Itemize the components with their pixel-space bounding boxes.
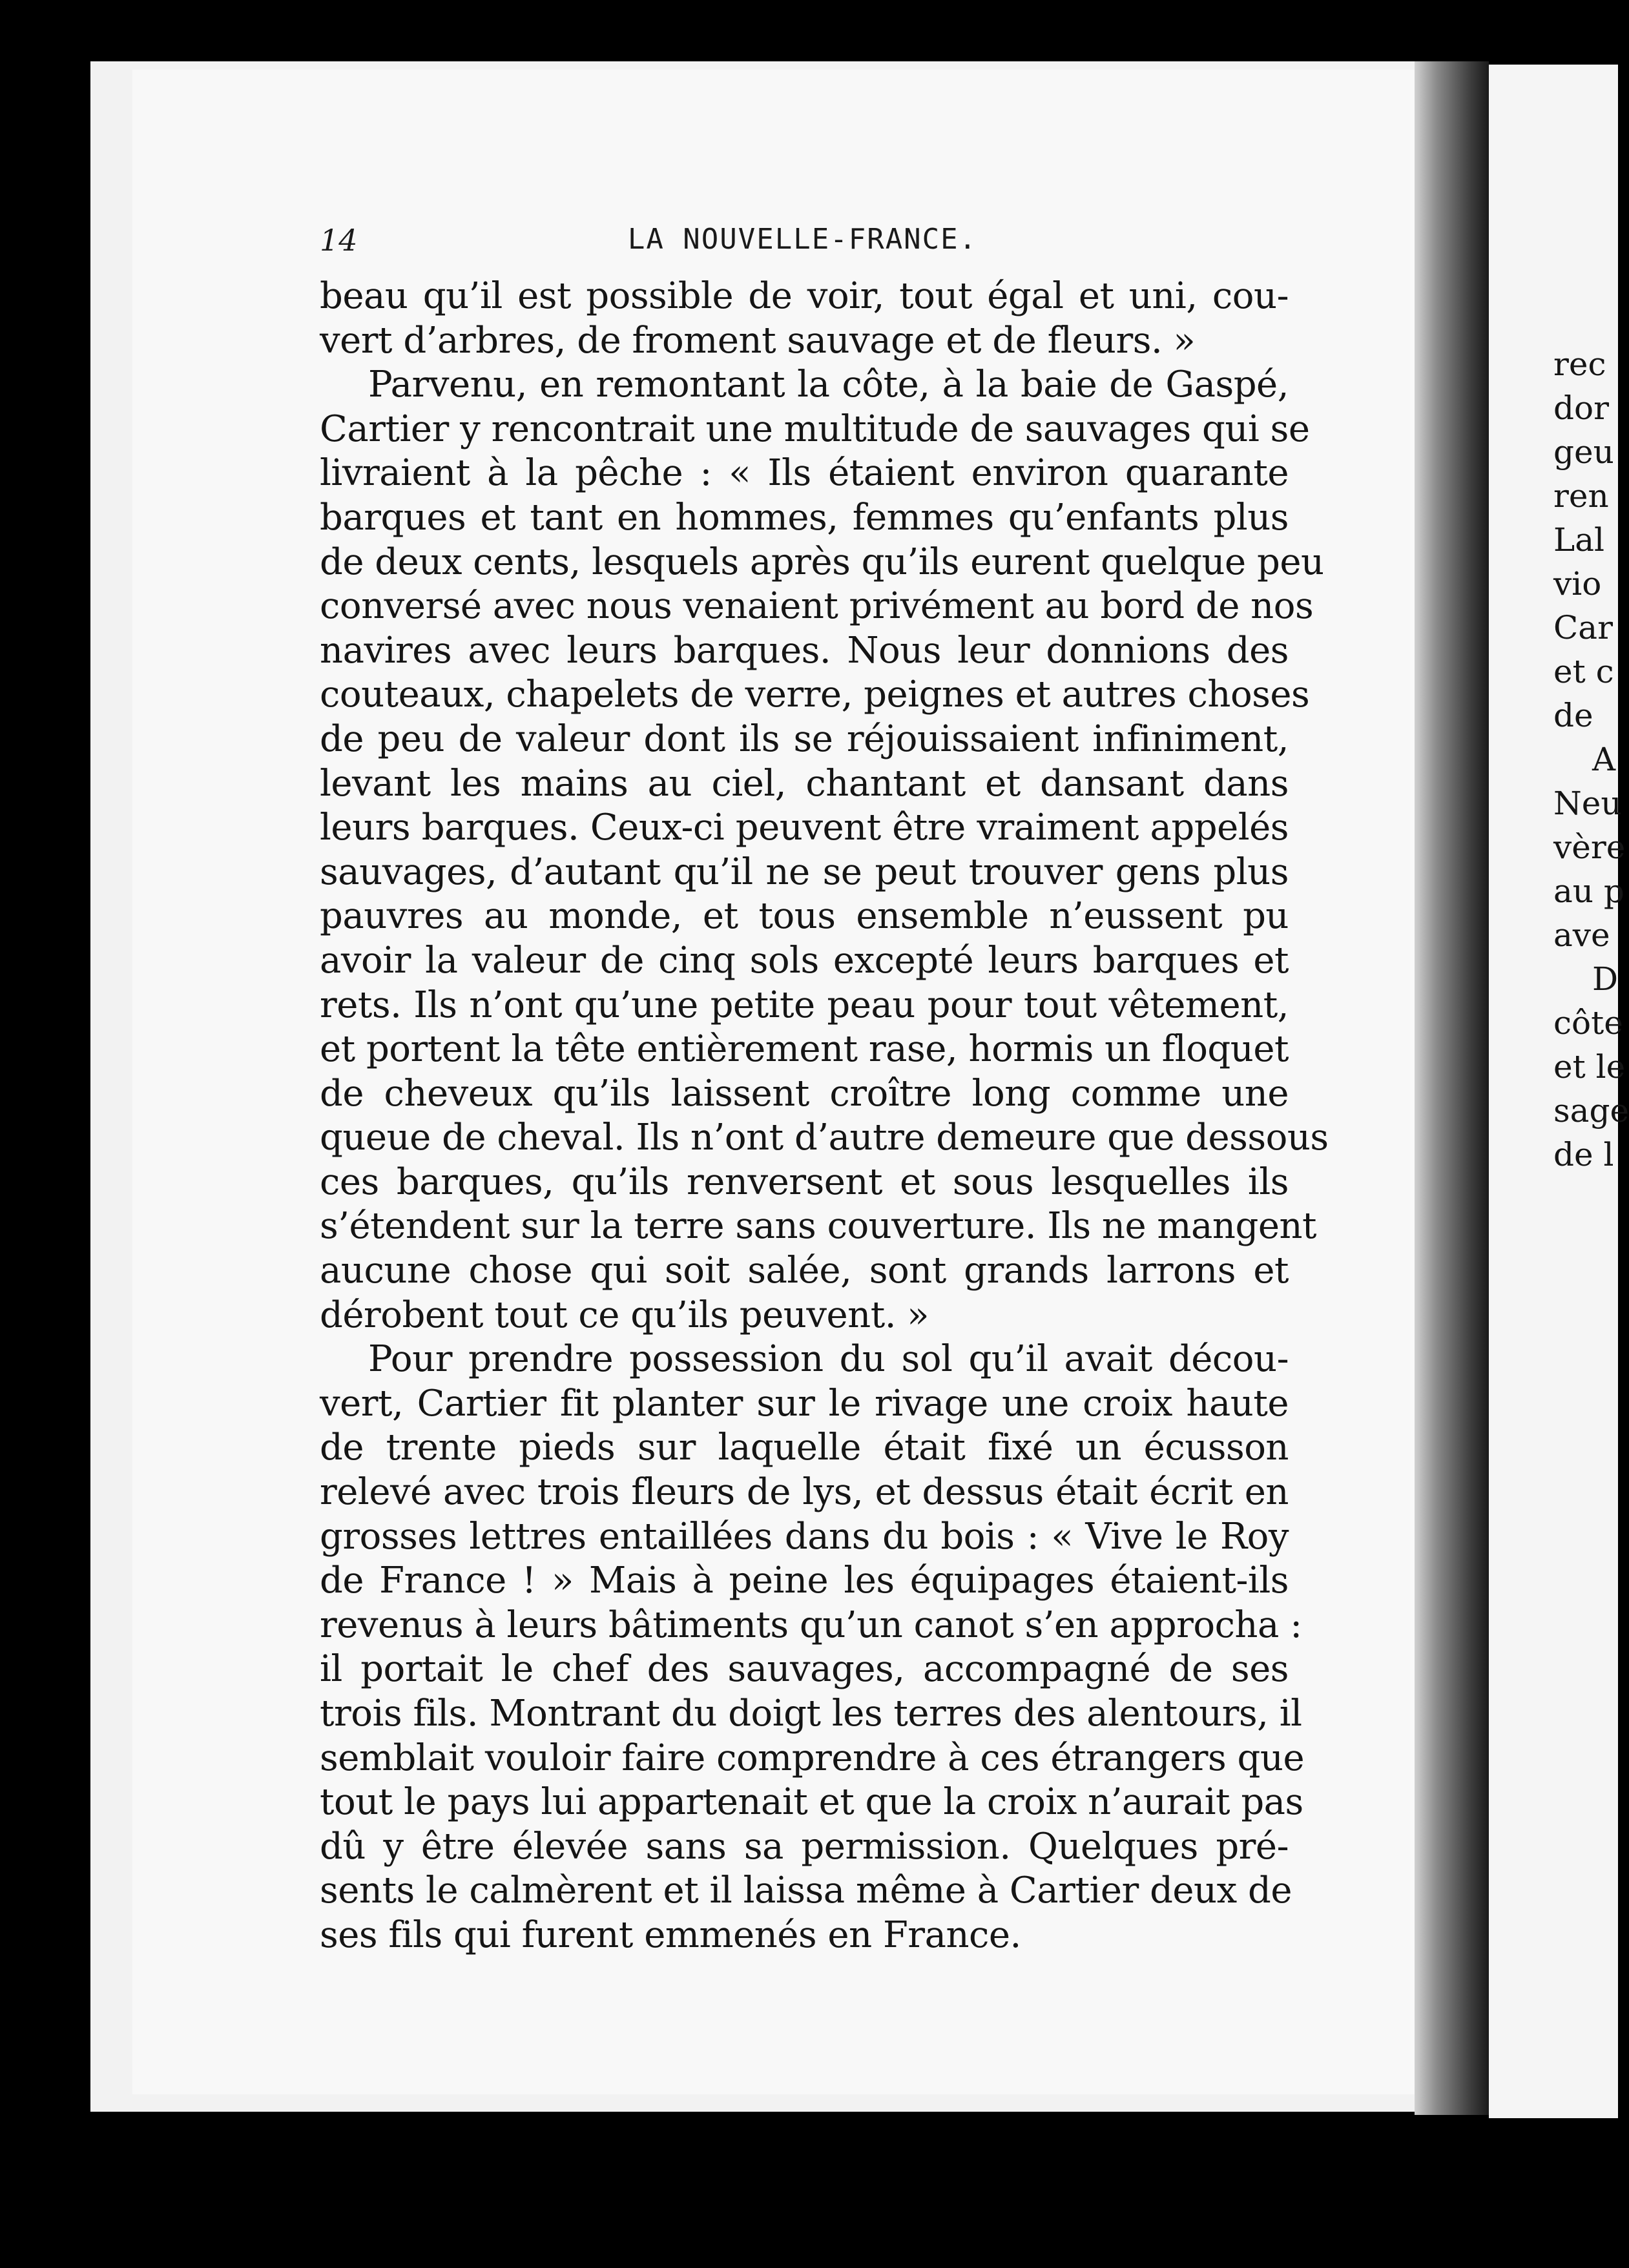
text-line: semblait vouloir faire comprendre à ces étrangers que [320,1737,1305,1779]
text-line: et portent la tête entièrement rase, hormis un floquet [320,1028,1289,1071]
running-title: LA NOUVELLE-FRANCE. [627,223,978,256]
facing-fragment: vio [1553,565,1602,603]
text-line: ses fils qui furent emmenés en France. [320,1913,1021,1956]
facing-fragment: Lal [1553,521,1605,559]
text-line: barques et tant en hommes, femmes qu’enfants plus [320,496,1289,539]
facing-fragment: et c [1553,653,1614,690]
text-line: sauvages, d’autant qu’il ne se peut trouver gens plus [320,850,1289,893]
text-line: navires avec leurs barques. Nous leur donnions des [320,629,1289,672]
facing-fragment: de l [1553,1136,1614,1173]
facing-fragment: et le [1553,1048,1626,1086]
text-line: de cheveux qu’ils laissent croître long comme une [320,1072,1289,1115]
text-line: ces barques, qu’ils renversent et sous lesquelles ils [320,1160,1289,1203]
text-line: livraient à la pêche : « Ils étaient environ quarante [320,452,1289,495]
facing-fragment: ren [1553,477,1609,515]
text-line: pauvres au monde, et tous ensemble n’eussent pu [320,895,1289,938]
text-line: Parvenu, en remontant la côte, à la baie de Gaspé, [368,364,1289,406]
text-line: grosses lettres entaillées dans du bois : « Vive le Roy [320,1515,1289,1558]
book-gutter-shadow [1415,61,1489,2115]
facing-fragment: geu [1553,433,1614,471]
facing-fragment: au p [1553,872,1624,910]
text-line: relevé avec trois fleurs de lys, et dessus était écrit en [320,1471,1289,1514]
text-line: dérobent tout ce qu’ils peuvent. » [320,1294,929,1336]
facing-fragment: rec [1553,345,1606,383]
facing-fragment: Car [1553,609,1613,646]
text-line: queue de cheval. Ils n’ont d’autre demeure que dessous [320,1117,1329,1159]
facing-fragment: sage [1553,1092,1629,1129]
text-line: beau qu’il est possible de voir, tout égal et uni, cou- [320,275,1289,317]
text-line: de France ! » Mais à peine les équipages étaient-ils [320,1560,1289,1602]
page-body [320,274,1329,1958]
facing-fragment: de [1553,697,1593,734]
text-line: s’étendent sur la terre sans couverture. Ils ne mangent [320,1205,1317,1248]
text-line: conversé avec nous venaient privément au bord de nos [320,585,1314,628]
text-line: Cartier y rencontrait une multitude de sauvages qui se [320,407,1310,450]
text-line: rets. Ils n’ont qu’une petite peau pour tout vêtement, [320,984,1289,1026]
facing-fragment: côte [1553,1004,1623,1042]
text-line: aucune chose qui soit salée, sont grands larrons et [320,1250,1289,1292]
text-line: revenus à leurs bâtiments qu’un canot s’en approcha : [320,1603,1302,1646]
text-line: levant les mains au ciel, chantant et dansant dans [320,762,1289,805]
text-line: sents le calmèrent et il laissa même à Cartier deux de [320,1870,1292,1912]
facing-fragment: D [1592,960,1619,998]
text-line: dû y être élevée sans sa permission. Quelques pré- [320,1825,1289,1868]
facing-fragment: dor [1553,389,1610,427]
running-head [320,223,1285,268]
text-line: leurs barques. Ceux-ci peuvent être vraiment appelés [320,807,1289,849]
text-line: de trente pieds sur laquelle était fixé un écusson [320,1427,1289,1469]
facing-fragment: vère [1553,829,1626,866]
facing-fragment: ave [1553,916,1610,954]
text-line: tout le pays lui appartenait et que la croix n’aurait pas [320,1781,1303,1824]
facing-fragment: Neu [1553,785,1622,822]
text-line: Pour prendre possession du sol qu’il avait décou- [368,1338,1289,1381]
text-line: trois fils. Montrant du doigt les terres des alentours, il [320,1693,1302,1735]
facing-fragment: A [1592,741,1616,778]
text-line: avoir la valeur de cinq sols excepté leurs barques et [320,939,1289,982]
text-line: vert d’arbres, de froment sauvage et de fleurs. » [320,319,1196,362]
text-line: couteaux, chapelets de verre, peignes et autres choses [320,674,1310,716]
text-line: il portait le chef des sauvages, accompagné de ses [320,1648,1289,1691]
text-line: de peu de valeur dont ils se réjouissaient infiniment, [320,717,1289,760]
text-line: de deux cents, lesquels après qu’ils eurent quelque peu [320,541,1324,583]
page-number: 14 [320,223,358,258]
text-line: vert, Cartier fit planter sur le rivage une croix haute [320,1382,1289,1425]
